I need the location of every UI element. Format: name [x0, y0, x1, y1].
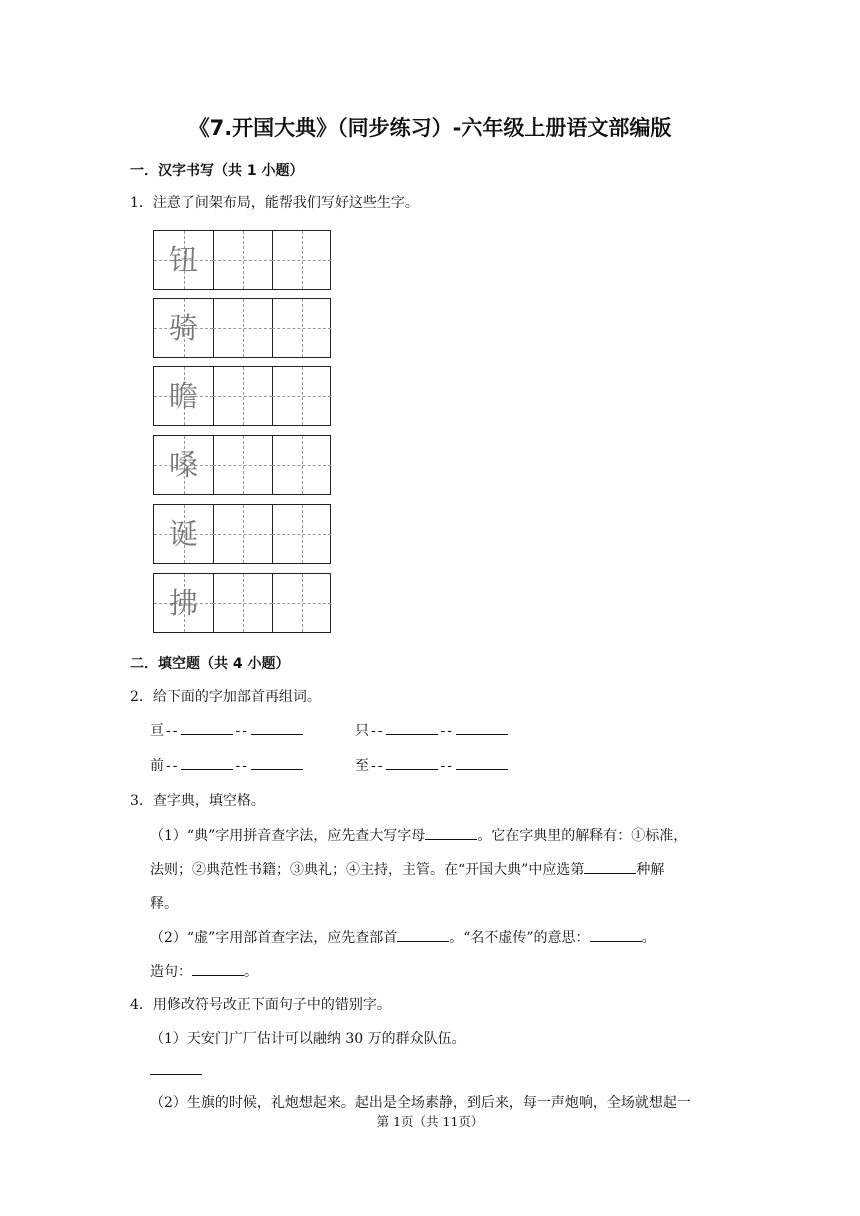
base-character: 只: [355, 723, 369, 739]
grid-cell: [213, 505, 273, 563]
question-4-sentence-2: （2）生旗的时候，礼炮想起来。起出是全场素静，到后来，每一声炮响，全场就想起一: [150, 1095, 691, 1111]
answer-blank[interactable]: [584, 859, 636, 874]
base-character: 前: [150, 758, 164, 774]
question-3-part-2-line-1: [150, 927, 656, 947]
answer-line[interactable]: [150, 1074, 202, 1075]
radical-row: 只 -- --: [355, 720, 508, 740]
grid-cell: [213, 299, 273, 357]
writing-grid-row: [153, 230, 331, 290]
grid-cell: [272, 436, 331, 494]
answer-blank[interactable]: [397, 927, 449, 942]
sample-character: 诞: [168, 517, 198, 551]
grid-cell: [272, 231, 331, 289]
writing-grid-row: [153, 366, 331, 426]
answer-blank[interactable]: [251, 720, 303, 735]
grid-cell: [272, 505, 331, 563]
question-4-text: 4．用修改符号改正下面句子中的错别字。: [130, 997, 391, 1013]
question-1-text: 1．注意了间架布局，能帮我们写好这些生字。: [130, 195, 419, 211]
answer-blank[interactable]: [192, 961, 244, 976]
sample-character: 骑: [168, 311, 198, 345]
text-segment: （2）“虚”字用部首查字法，应先查部首: [150, 930, 398, 946]
section-heading-fill-blank: 二．填空题（共 4 小题）: [130, 656, 290, 672]
question-3-part-1-line-1: [150, 825, 687, 845]
grid-cell: [213, 367, 273, 425]
grid-cell: [272, 367, 331, 425]
writing-grid-row: [153, 504, 331, 564]
answer-blank[interactable]: [181, 720, 233, 735]
text-segment: （1）“典”字用拼音查字法，应先查大写字母: [150, 828, 426, 844]
base-character: 至: [355, 758, 369, 774]
grid-cell: [154, 231, 214, 289]
text-segment: 造句：: [150, 964, 192, 980]
grid-cell: [154, 574, 214, 632]
text-segment: 法则；②典范性书籍；③典礼；④主持，主管。在“开国大典”中应选第: [150, 862, 585, 878]
question-3-text: 3．查字典，填空格。: [130, 793, 265, 809]
sample-character: 嗓: [168, 448, 198, 482]
grid-cell: [213, 231, 273, 289]
question-2-text: 2．给下面的字加部首再组词。: [130, 689, 321, 705]
sample-character: 瞻: [168, 379, 198, 413]
grid-cell: [213, 574, 273, 632]
radical-row: 前 -- --: [150, 755, 303, 775]
text-segment: 。它在字典里的解释有：①标准，: [477, 828, 688, 844]
writing-grid-row: [153, 298, 331, 358]
question-3-part-2-line-2: [150, 961, 258, 981]
grid-cell: [272, 299, 331, 357]
section-heading-writing: 一．汉字书写（共 1 小题）: [130, 163, 304, 179]
answer-blank[interactable]: [251, 755, 303, 770]
grid-cell: [154, 299, 214, 357]
text-segment: 。: [244, 964, 258, 980]
question-3-part-1-line-3: 释。: [150, 896, 178, 912]
grid-cell: [154, 505, 214, 563]
sample-character: 拂: [168, 586, 198, 620]
grid-cell: [213, 436, 273, 494]
answer-blank[interactable]: [386, 755, 438, 770]
answer-blank[interactable]: [590, 927, 642, 942]
answer-blank[interactable]: [386, 720, 438, 735]
answer-blank[interactable]: [456, 755, 508, 770]
grid-cell: [154, 436, 214, 494]
sample-character: 钮: [168, 243, 198, 277]
base-character: 亘: [150, 723, 164, 739]
text-segment: 种解: [636, 862, 665, 878]
page-footer: 第 1页（共 11页）: [376, 1114, 484, 1129]
question-3-part-1-line-2: [150, 859, 664, 879]
grid-cell: [272, 574, 331, 632]
writing-grid-row: [153, 573, 331, 633]
radical-row: 亘 -- --: [150, 720, 303, 740]
question-4-sentence-1: （1）天安门广厂估计可以融纳 30 万的群众队伍。: [150, 1031, 466, 1047]
radical-row: 至 -- --: [355, 755, 508, 775]
grid-cell: [154, 367, 214, 425]
answer-blank[interactable]: [456, 720, 508, 735]
text-segment: 。: [641, 930, 656, 946]
page-title: 《7.开国大典》（同步练习）-六年级上册语文部编版: [188, 116, 672, 140]
text-segment: 。“名不虚传”的意思：: [449, 930, 590, 946]
writing-grid-row: [153, 435, 331, 495]
answer-blank[interactable]: [181, 755, 233, 770]
answer-blank[interactable]: [425, 825, 477, 840]
